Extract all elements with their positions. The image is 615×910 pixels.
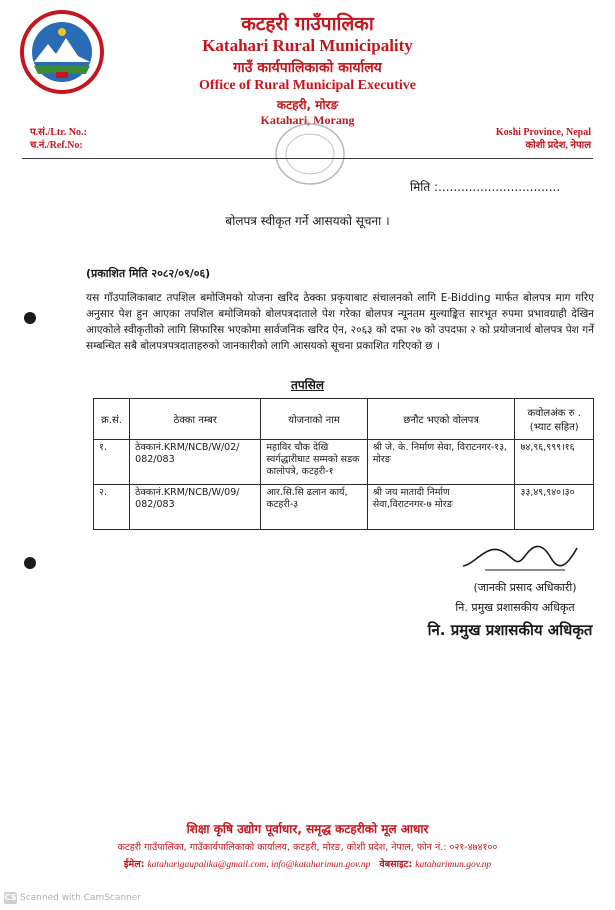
col-header-sn: क्र.सं. xyxy=(94,399,130,440)
cell-selected-bidder: श्री जय मातादी निर्माण सेवा,विराटनगर-७ मोरङ xyxy=(367,485,515,530)
cell-bid-amount: ७४,९६,९९९।१६ xyxy=(515,440,594,485)
header-name-np: कटहरी गाउँपालिका xyxy=(241,13,374,35)
cell-sn: २. xyxy=(94,485,130,530)
scanner-watermark xyxy=(4,892,141,904)
cell-contract-no: ठेक्कानं.KRM/NCB/W/09/ 082/083 xyxy=(130,485,261,530)
header-place-np: कटहरी, मोरङ xyxy=(276,98,339,112)
header-divider xyxy=(22,158,593,159)
letter-ref-block xyxy=(30,126,87,152)
table-header-row xyxy=(94,399,594,440)
notice-body: यस गाँउपालिकाबाट तपशिल बमोजिमको योजना खरिद ठेक्का प्रकृयाबाट संचालनको लागि E-Bidding मार्फत बोलपत्र माग गरिए अनुसार पेश हुन आएका तपशिल बमोजिमको बोलपत्रदाताले पेश गरेका बोलपत्र न्यूनतम मुल्याङ्कित सारभूत रुपमा प्रभावग्राही देखिन आएकोले स्वीकृतीको लागि सिफारिस भएकोमा सार्वजनिक खरिद ऐन, २०६३ को दफा २७ को उपदफा २ को प्रयोजनार्थ बोलपत्र पेश गर्ने सम्बन्धित सबै बोलपत्रपत्रदाताहरुको जानकारीको लागि आसयको सूचना प्रकाशित गरिएको छ । xyxy=(86,292,594,352)
ref-no-label: च.नं./Ref.No: xyxy=(30,140,83,151)
table-row xyxy=(94,440,594,485)
cell-selected-bidder: श्री जे. के. निर्माण सेवा, विराटनगर-१३, मोरङ xyxy=(367,440,515,485)
col-header-selected-bidder: छनौट भएको वोलपत्र xyxy=(367,399,515,440)
date-field: मिति :................................ xyxy=(410,180,561,194)
notice-title: बोलपत्र स्वीकृत गर्ने आसयको सूचना । xyxy=(225,214,390,228)
website-link[interactable]: kataharimun.gov.np xyxy=(415,860,492,870)
province-block xyxy=(496,126,591,152)
signatory-designation: नि. प्रमुख प्रशासकीय अधिकृत xyxy=(455,601,575,614)
cell-project-name: आर.सि.सि ढलान कार्य, कटहरी-३ xyxy=(261,485,367,530)
footer-address: कटहरी गाउँपालिका, गाउँकार्यपालिकाको कार्यालय, कटहरी, मोरङ, कोशी प्रदेश, नेपाल, फोन नं.: ०२१-४७४१०० xyxy=(117,842,498,853)
cell-project-name: महाविर चौक देखि स्वर्गद्धारीघाट सम्मको सडक कालोपत्रे, कटहरी-१ xyxy=(261,440,367,485)
cell-bid-amount: ३३,४९,९४०।३० xyxy=(515,485,594,530)
province-np: कोशी प्रदेश, नेपाल xyxy=(525,140,591,151)
email-label: ईमेल: xyxy=(123,859,145,870)
province-en: Koshi Province, Nepal xyxy=(495,127,591,138)
header-office-en: Office of Rural Municipal Executive xyxy=(199,78,416,93)
binder-hole xyxy=(24,557,36,569)
camscanner-icon: CS xyxy=(4,893,17,902)
email-link[interactable]: kataharigaupalika@gmail.com, info@kataharimun.gov.np xyxy=(147,860,371,870)
footer-contact xyxy=(0,857,615,870)
designation-stamp: नि. प्रमुख प्रशासकीय अधिकृत xyxy=(427,621,593,639)
contract-table xyxy=(93,398,594,530)
binder-hole xyxy=(24,312,36,324)
scanner-text: Scanned with CamScanner xyxy=(20,893,142,903)
signature-image xyxy=(455,536,585,576)
website-label: वेबसाइट: xyxy=(379,859,413,870)
table-title: तपसिल xyxy=(290,378,324,392)
header-office-np: गाउँ कार्यपालिकाको कार्यालय xyxy=(233,60,382,76)
ltr-no-label: प.सं./Ltr. No.: xyxy=(30,127,87,138)
footer-slogan: शिक्षा कृषि उद्योग पूर्वाधार, समृद्ध कटहरीको मूल आधार xyxy=(186,822,429,836)
signatory-name: (जानकी प्रसाद अधिकारी) xyxy=(473,581,577,594)
table-row xyxy=(94,485,594,530)
cell-sn: १. xyxy=(94,440,130,485)
col-header-contract-no: ठेक्का नम्बर xyxy=(130,399,261,440)
published-date: (प्रकाशित मिति २०८२/०९/०६) xyxy=(86,267,211,280)
col-header-project-name: योजनाको नाम xyxy=(261,399,367,440)
cell-contract-no: ठेक्कानं.KRM/NCB/W/02/ 082/083 xyxy=(130,440,261,485)
col-header-bid-amount: कवोलअंक रु . (भ्याट सहित) xyxy=(515,399,594,440)
header-place-en: Katahari, Morang xyxy=(260,113,355,127)
header-name-en: Katahari Rural Municipality xyxy=(202,36,413,55)
office-stamp-seal xyxy=(262,118,358,190)
